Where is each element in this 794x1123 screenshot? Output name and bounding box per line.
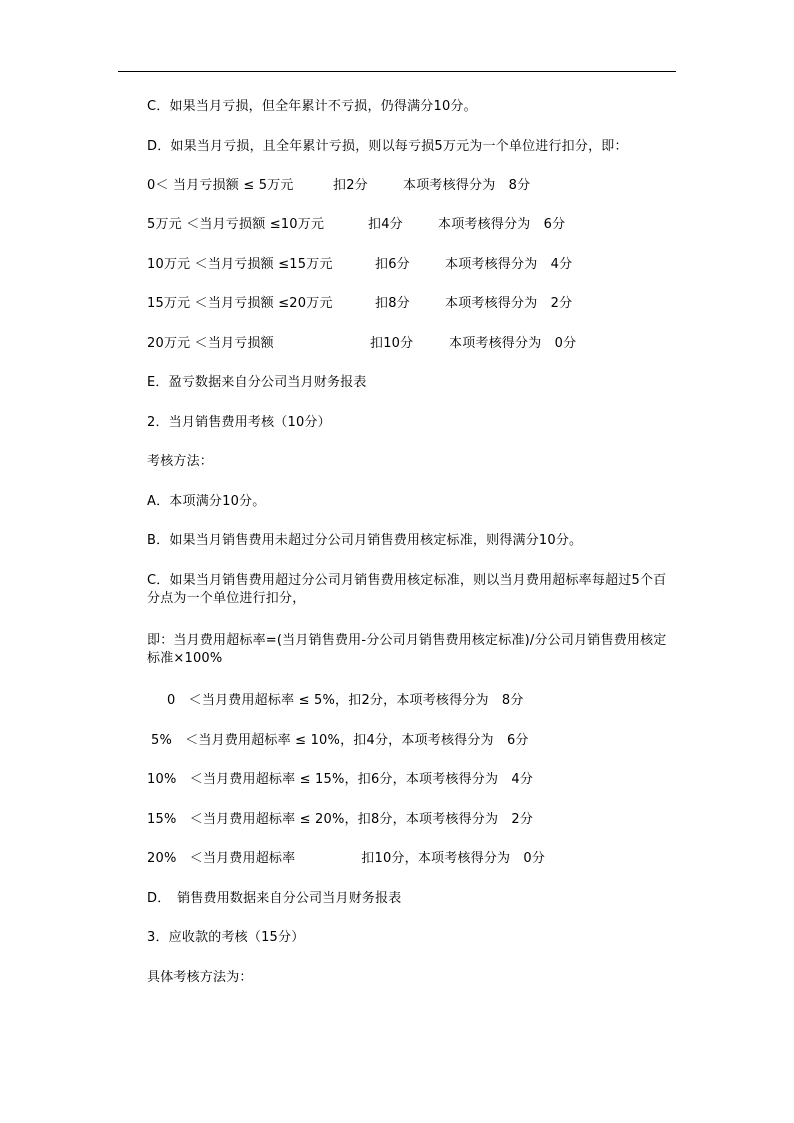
expense-table-row: 15% ＜当月费用超标率 ≤ 20%，扣8分，本项考核得分为 2分 (147, 812, 534, 827)
loss-range: 10万元 ＜当月亏损额 ≤15万元 (147, 257, 333, 272)
loss-table-row (147, 216, 687, 234)
loss-deduct: 扣10分 (370, 336, 414, 351)
loss-table-row (147, 335, 687, 353)
loss-table-row (147, 295, 687, 313)
loss-score: 本项考核得分为 4分 (445, 257, 573, 272)
loss-deduct: 扣6分 (375, 257, 410, 272)
section-2-item-a: A．本项满分10分。 (147, 494, 266, 509)
loss-range: 15万元 ＜当月亏损额 ≤20万元 (147, 296, 333, 311)
loss-deduct: 扣4分 (368, 217, 403, 232)
section-2-title: 2．当月销售费用考核（10分） (147, 415, 331, 430)
loss-table-row (147, 177, 687, 195)
header-rule (118, 71, 676, 72)
profit-source-note: E．盈亏数据来自分公司当月财务报表 (147, 375, 367, 390)
section-3-title: 3．应收款的考核（15分） (147, 930, 305, 945)
section-3-method-label: 具体考核方法为： (147, 970, 253, 985)
loss-range: 0＜ 当月亏损额 ≤ 5万元 (147, 178, 294, 193)
expense-table-row: 10% ＜当月费用超标率 ≤ 15%，扣6分，本项考核得分为 4分 (147, 772, 534, 787)
expense-formula: 即：当月费用超标率=(当月销售费用-分公司月销售费用核定标准)/分公司月销售费用核定标准×100% (147, 633, 667, 666)
loss-range: 5万元 ＜当月亏损额 ≤10万元 (147, 217, 325, 232)
section-2-item-b: B．如果当月销售费用未超过分公司月销售费用核定标准，则得满分10分。 (147, 533, 583, 548)
loss-deduct: 扣2分 (333, 178, 368, 193)
loss-score: 本项考核得分为 8分 (403, 178, 531, 193)
section-2-item-d: D． 销售费用数据来自分公司当月财务报表 (147, 891, 402, 906)
expense-table-row: 0 ＜当月费用超标率 ≤ 5%，扣2分，本项考核得分为 8分 (167, 693, 524, 708)
loss-deduct: 扣8分 (375, 296, 410, 311)
loss-table-row (147, 256, 687, 274)
section-2-method-label: 考核方法： (147, 454, 214, 469)
loss-score: 本项考核得分为 2分 (445, 296, 573, 311)
rule-item-d: D．如果当月亏损，且全年累计亏损，则以每亏损5万元为一个单位进行扣分，即： (147, 139, 628, 154)
expense-table-row: 20% ＜当月费用超标率 扣10分，本项考核得分为 0分 (147, 851, 546, 866)
section-2-item-c: C．如果当月销售费用超过分公司月销售费用核定标准，则以当月费用超标率每超过5个百分点为一个单位进行扣分， (147, 573, 667, 606)
loss-score: 本项考核得分为 6分 (438, 217, 566, 232)
expense-table-row: 5% ＜当月费用超标率 ≤ 10%，扣4分，本项考核得分为 6分 (151, 733, 529, 748)
loss-range: 20万元 ＜当月亏损额 (147, 336, 274, 351)
rule-item-c: C．如果当月亏损，但全年累计不亏损，仍得满分10分。 (147, 99, 477, 114)
loss-score: 本项考核得分为 0分 (449, 336, 577, 351)
